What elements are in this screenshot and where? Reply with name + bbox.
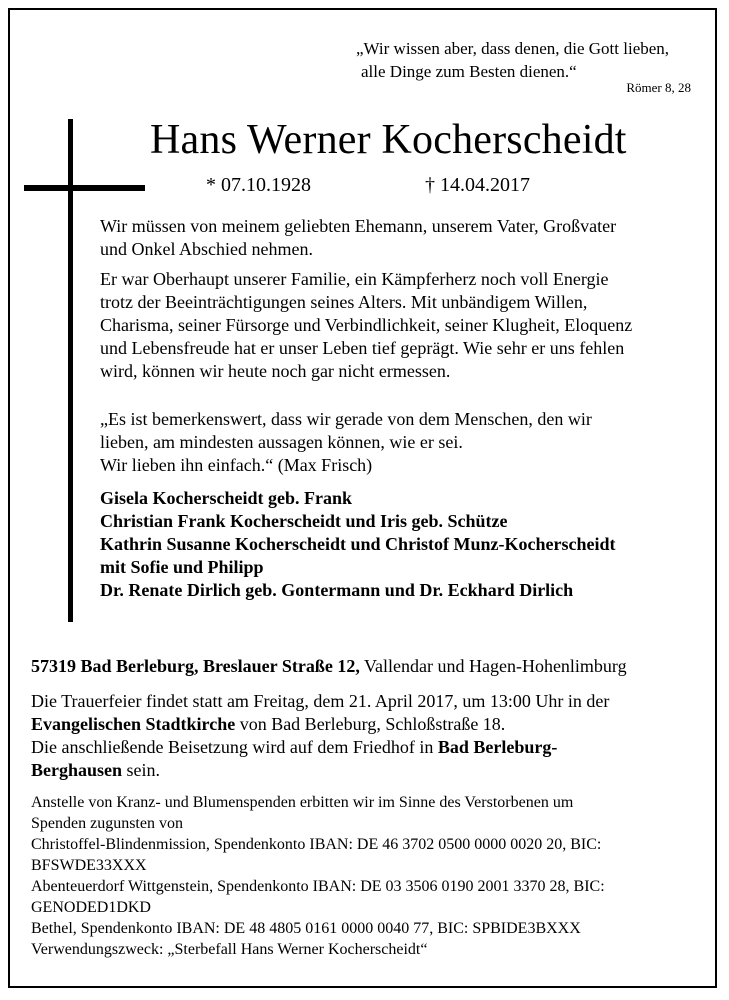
text-line: Christoffel-Blindenmission, Spendenkonto IBAN: DE 46 3702 0500 0000 0020 20, BIC: [31, 836, 602, 853]
service-info [31, 690, 609, 782]
text-line: Verwendungszweck: „Sterbefall Hans Werner Kocherscheidt“ [31, 941, 428, 958]
bible-quote-source: Römer 8, 28 [626, 80, 691, 95]
text-line: Die Trauerfeier findet statt am Freitag, dem 21. April 2017, um 13:00 Uhr in der [31, 691, 610, 711]
text-line: und Onkel Abschied nehmen. [100, 239, 313, 259]
bible-quote [356, 37, 669, 83]
burial-text-end: sein. [122, 760, 161, 780]
church-address: von Bad Berleburg, Schloßstraße 18. [235, 714, 506, 734]
text-line: BFSWDE33XXX [31, 857, 147, 874]
text-line: Wir müssen von meinem geliebten Ehemann, unserem Vater, Großvater [100, 216, 617, 236]
family-member: Dr. Renate Dirlich geb. Gontermann und Dr. Eckhard Dirlich [100, 580, 574, 600]
text-line: trotz der Beeinträchtigungen seines Alters. Mit unbändigem Willen, [100, 292, 588, 312]
address-bold: 57319 Bad Berleburg, Breslauer Straße 12, [31, 656, 360, 676]
text-line [31, 736, 609, 759]
bible-quote-line: „Wir wissen aber, dass denen, die Gott lieben, [356, 39, 670, 58]
text-line: Anstelle von Kranz- und Blumenspenden erbitten wir im Sinne des Verstorbenen um [31, 794, 574, 811]
text-line: Spenden zugunsten von [31, 815, 183, 832]
text-line: Wir lieben ihn einfach.“ (Max Frisch) [100, 455, 373, 475]
family-member: Christian Frank Kocherscheidt und Iris geb. Schütze [100, 511, 508, 531]
cemetery-name: Bad Berleburg- [437, 737, 558, 757]
cross-icon-horizontal [24, 185, 145, 191]
text-line [31, 713, 609, 736]
text-line: Er war Oberhaupt unserer Familie, ein Kämpferherz noch voll Energie [100, 269, 609, 289]
frisch-quote [100, 408, 710, 477]
family-list [100, 487, 616, 602]
address-rest: Vallendar und Hagen-Hohenlimburg [359, 656, 627, 676]
text-line [31, 759, 609, 782]
text-line: „Es ist bemerkenswert, dass wir gerade von dem Menschen, den wir [100, 409, 592, 429]
birth-date: * 07.10.1928 [206, 174, 311, 196]
text-line: und Lebensfreude hat er unser Leben tief geprägt. Wie sehr er uns fehlen [100, 338, 625, 358]
donation-info [31, 792, 605, 960]
tribute-paragraph [100, 268, 710, 383]
text-line: Bethel, Spendenkonto IBAN: DE 48 4805 0161 0000 0040 77, BIC: SPBIDE3BXXX [31, 920, 581, 937]
family-member: Gisela Kocherscheidt geb. Frank [100, 488, 352, 508]
farewell-paragraph [100, 215, 710, 261]
church-name: Evangelischen Stadtkirche [31, 714, 236, 734]
death-date: † 14.04.2017 [425, 174, 530, 196]
burial-text: Die anschließende Beisetzung wird auf dem Friedhof in [31, 737, 438, 757]
cemetery-name-cont: Berghausen [31, 760, 123, 780]
text-line: lieben, am mindesten aussagen können, wie er sei. [100, 432, 463, 452]
text-line: GENODED1DKD [31, 899, 151, 916]
text-line: wird, können wir heute noch gar nicht ermessen. [100, 361, 451, 381]
text-line: Charisma, seiner Fürsorge und Verbindlichkeit, seiner Klugheit, Eloquenz [100, 315, 633, 335]
cross-icon-vertical [68, 119, 73, 622]
bible-quote-line: alle Dinge zum Besten dienen.“ [361, 62, 577, 81]
family-member: Kathrin Susanne Kocherscheidt und Christof Munz-Kocherscheidt [100, 534, 616, 554]
deceased-name: Hans Werner Kocherscheidt [150, 117, 627, 163]
text-line: Abenteuerdorf Wittgenstein, Spendenkonto IBAN: DE 03 3506 0190 2001 3370 28, BIC: [31, 878, 605, 895]
family-member: mit Sofie und Philipp [100, 557, 264, 577]
address-line [31, 656, 627, 677]
